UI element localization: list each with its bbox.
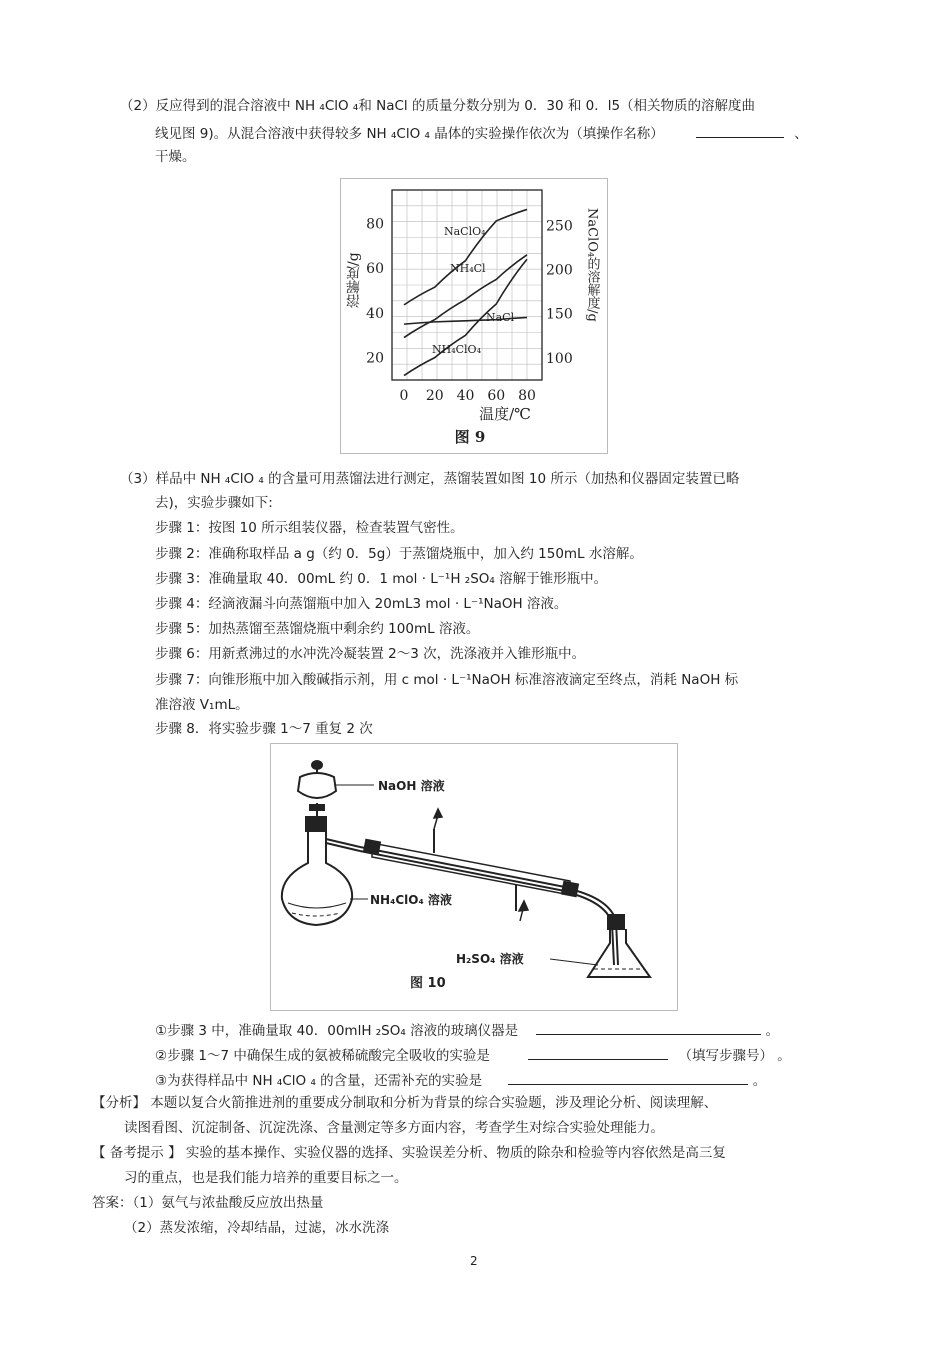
x-tick-label: 0 bbox=[399, 388, 409, 404]
answer-blank-sq2[interactable] bbox=[528, 1045, 668, 1060]
y-left-tick-label: 60 bbox=[366, 261, 384, 278]
sub-question-1-tail: 。 bbox=[765, 1023, 780, 1039]
label-nh4clo4-solution: NH₄ClO₄ 溶液 bbox=[370, 893, 452, 907]
answer-blank-q2[interactable] bbox=[696, 123, 784, 138]
figure-10 bbox=[270, 743, 678, 1011]
q3-line-1: （3）样品中 NH ₄ClO ₄ 的含量可用蒸馏法进行测定，蒸馏装置如图 10 所示（加热和仪器固定装置已略 bbox=[120, 471, 740, 487]
figure-9-caption: 图 9 bbox=[454, 428, 486, 446]
q2-line-3: 干燥。 bbox=[155, 149, 196, 165]
curve-label-nh4clo4: NH₄ClO₄ bbox=[432, 343, 481, 356]
y-left-tick-label: 80 bbox=[366, 216, 384, 233]
answer-blank-sq1[interactable] bbox=[536, 1020, 761, 1035]
answer-line-1: 答案：（1）氨气与浓盐酸反应放出热量 bbox=[92, 1195, 324, 1211]
y-left-tick-label: 40 bbox=[366, 305, 384, 322]
figure-9 bbox=[340, 178, 608, 454]
analysis-line-1: 【分析】 本题以复合火箭推进剂的重要成分制取和分析为背景的综合实验题，涉及理论分析、阅读理解、 bbox=[92, 1095, 718, 1111]
answer-line-2: （2）蒸发浓缩，冷却结晶，过滤，冰水洗涤 bbox=[124, 1220, 390, 1236]
x-tick-label: 20 bbox=[425, 388, 444, 404]
answer-blank-sq3[interactable] bbox=[508, 1070, 748, 1085]
step-5: 步骤 5：加热蒸馏至蒸馏烧瓶中剩余约 100mL 溶液。 bbox=[155, 621, 480, 637]
step-7-cont: 准溶液 V₁mL。 bbox=[155, 697, 249, 713]
distillation-apparatus bbox=[270, 743, 678, 1011]
y-right-tick-label: 250 bbox=[546, 218, 573, 235]
step-1: 步骤 1：按图 10 所示组装仪器，检查装置气密性。 bbox=[155, 520, 464, 536]
step-2: 步骤 2：准确称取样品 a g（约 0．5g）于蒸馏烧瓶中，加入约 150mL 水溶解。 bbox=[155, 546, 643, 562]
page-number: 2 bbox=[470, 1254, 478, 1268]
q2-line-2-text: 线见图 9)。从混合溶液中获得较多 NH ₄ClO ₄ 晶体的实验操作依次为（填操作名称） bbox=[155, 126, 664, 142]
sub-question-3-tail: 。 bbox=[752, 1073, 767, 1089]
sub-question-3 bbox=[155, 1070, 766, 1090]
x-tick-label: 40 bbox=[456, 388, 475, 404]
step-3: 步骤 3：准确量取 40．00mL 约 0．1 mol · L⁻¹H ₂SO₄ 溶解于锥形瓶中。 bbox=[155, 571, 608, 587]
analysis-line-2: 读图看图、沉淀制备、沉淀洗涤、含量测定等多方面内容，考查学生对综合实验处理能力。 bbox=[124, 1120, 664, 1136]
label-h2so4-solution: H₂SO₄ 溶液 bbox=[456, 952, 524, 966]
q2-line-2 bbox=[155, 123, 808, 143]
sub-question-3-text: ③为获得样品中 NH ₄ClO ₄ 的含量，还需补充的实验是 bbox=[155, 1073, 483, 1089]
y-left-tick-label: 20 bbox=[366, 350, 384, 367]
curve-label-naclo4: NaClO₄ bbox=[444, 225, 486, 238]
x-axis-label: 温度/℃ bbox=[479, 405, 531, 423]
step-6: 步骤 6：用新煮沸过的水冲洗冷凝装置 2～3 次，洗涤液并入锥形瓶中。 bbox=[155, 646, 586, 662]
figure-10-caption: 图 10 bbox=[410, 976, 446, 991]
sub-question-1 bbox=[155, 1020, 779, 1040]
sub-question-1-text: ①步骤 3 中，准确量取 40．00mlH ₂SO₄ 溶液的玻璃仪器是 bbox=[155, 1023, 519, 1039]
solubility-chart bbox=[340, 178, 608, 454]
x-tick-label: 80 bbox=[518, 388, 536, 404]
sub-question-2 bbox=[155, 1045, 791, 1065]
y-right-tick-label: 100 bbox=[546, 350, 573, 367]
tip-line-2: 习的重点，也是我们能力培养的重要目标之一。 bbox=[124, 1170, 408, 1186]
label-naoh-solution: NaOH 溶液 bbox=[378, 779, 445, 793]
x-tick-label: 60 bbox=[487, 388, 506, 404]
step-8: 步骤 8．将实验步骤 1～7 重复 2 次 bbox=[155, 721, 373, 737]
y-right-tick-label: 150 bbox=[546, 306, 573, 323]
q2-line-2-tail: 、 bbox=[794, 126, 808, 142]
tip-line-1: 【 备考提示 】 实验的基本操作、实验仪器的选择、实验误差分析、物质的除杂和检验等内容依然是高三复 bbox=[92, 1145, 726, 1161]
q2-line-1: （2）反应得到的混合溶液中 NH ₄ClO ₄和 NaCl 的质量分数分别为 0．30 和 0．l5（相关物质的溶解度曲 bbox=[120, 98, 756, 114]
step-7: 步骤 7：向锥形瓶中加入酸碱指示剂，用 c mol · L⁻¹NaOH 标准溶液滴定至终点，消耗 NaOH 标 bbox=[155, 672, 739, 688]
sub-question-2-text: ②步骤 1～7 中确保生成的氨被稀硫酸完全吸收的实验是 bbox=[155, 1048, 490, 1064]
y-right-axis-label: NaClO₄的溶解度/g bbox=[584, 208, 600, 322]
sub-question-2-tail: （填写步骤号） 。 bbox=[678, 1048, 791, 1064]
y-left-axis-label: 溶解度/g bbox=[346, 252, 362, 308]
y-right-tick-label: 200 bbox=[546, 262, 573, 279]
step-4: 步骤 4：经滴液漏斗向蒸馏瓶中加入 20mL3 mol · L⁻¹NaOH 溶液。 bbox=[155, 596, 568, 612]
curve-label-nh4cl: NH₄Cl bbox=[450, 262, 486, 275]
curve-label-nacl: NaCl bbox=[486, 311, 515, 324]
q3-line-2: 去)，实验步骤如下: bbox=[155, 495, 273, 511]
